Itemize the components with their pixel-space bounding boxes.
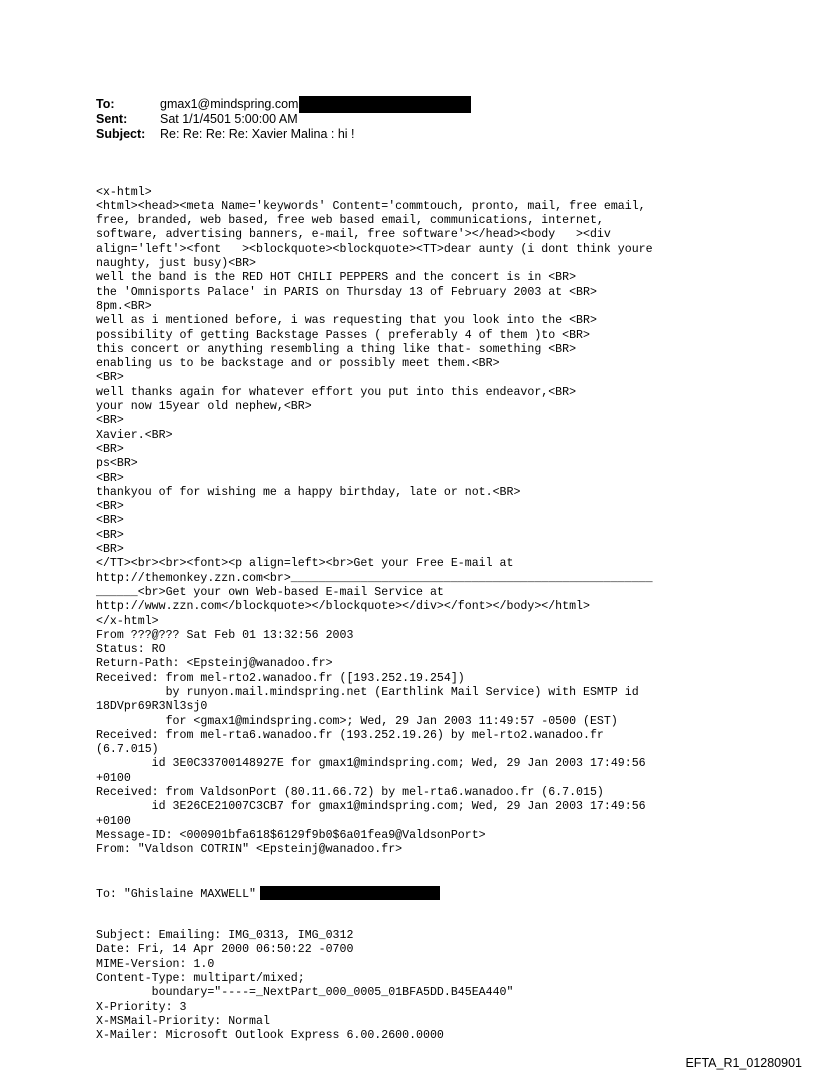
body-line: <BR> — [96, 500, 124, 514]
body-line: id 3E0C33700148927E for gmax1@mindspring.com; Wed, 29 Jan 2003 17:49:56 — [96, 757, 646, 771]
body-line: well thanks again for whatever effort you put into this endeavor,<BR> — [96, 385, 577, 399]
body-line: Content-Type: multipart/mixed; — [96, 971, 305, 985]
body-line: by runyon.mail.mindspring.net (Earthlink Mail Service) with ESMTP id — [96, 685, 639, 699]
body-line: Xavier.<BR> — [96, 428, 173, 442]
body-line: id 3E26CE21007C3CB7 for gmax1@mindspring.com; Wed, 29 Jan 2003 17:49:56 — [96, 800, 646, 814]
body-line: <BR> — [96, 528, 124, 542]
body-line: 18DVpr69R3Nl3sj0 — [96, 700, 208, 714]
body-lines-after — [96, 929, 736, 1043]
sent-label: Sent: — [96, 112, 128, 126]
body-line: ______<br>Get your own Web-based E-mail Service at — [96, 585, 444, 599]
subject-value: Re: Re: Re: Re: Xavier Malina : hi ! — [160, 127, 355, 141]
body-line: </x-html> — [96, 614, 159, 628]
body-line: <x-html> — [96, 185, 152, 199]
body-line: naughty, just busy)<BR> — [96, 257, 257, 271]
body-line: Message-ID: <000901bfa618$6129f9b0$6a01fea9@ValdsonPort> — [96, 828, 486, 842]
body-line: X-MSMail-Priority: Normal — [96, 1014, 270, 1028]
body-line: enabling us to be backstage and or possibly meet them.<BR> — [96, 357, 500, 371]
body-line: Date: Fri, 14 Apr 2000 06:50:22 -0700 — [96, 943, 354, 957]
body-line: http://www.zzn.com</blockquote></blockquote></div></font></body></html> — [96, 600, 590, 614]
body-line: well as i mentioned before, i was requesting that you look into the <BR> — [96, 314, 597, 328]
document-id: EFTA_R1_01280901 — [685, 1056, 802, 1070]
body-line: this concert or anything resembling a thing like that- something <BR> — [96, 342, 577, 356]
body-line: boundary="----=_NextPart_000_0005_01BFA5DD.B45EA440" — [96, 986, 514, 1000]
body-line: your now 15year old nephew,<BR> — [96, 400, 312, 414]
body-line: Status: RO — [96, 643, 166, 657]
body-line: ps<BR> — [96, 457, 138, 471]
body-line: the 'Omnisports Palace' in PARIS on Thursday 13 of February 2003 at <BR> — [96, 285, 597, 299]
body-line: +0100 — [96, 814, 131, 828]
body-line: X-Priority: 3 — [96, 1000, 187, 1014]
body-line-to — [96, 886, 736, 900]
redaction-bar-inline — [260, 886, 440, 900]
body-line: Subject: Emailing: IMG_0313, IMG_0312 — [96, 929, 354, 943]
body-line: <BR> — [96, 442, 124, 456]
body-line: </TT><br><br><font><p align=left><br>Get your Free E-mail at — [96, 557, 514, 571]
body-line: for <gmax1@mindspring.com>; Wed, 29 Jan 2003 11:49:57 -0500 (EST) — [96, 714, 618, 728]
to-line-text: To: "Ghislaine MAXWELL" — [96, 888, 257, 902]
email-body — [96, 157, 736, 1058]
sent-row — [96, 112, 471, 127]
to-label: To: — [96, 97, 115, 111]
body-line: From ???@??? Sat Feb 01 13:32:56 2003 — [96, 628, 354, 642]
body-lines — [96, 186, 736, 858]
email-header — [96, 97, 471, 142]
body-line: (6.7.015) — [96, 743, 159, 757]
body-line: 8pm.<BR> — [96, 299, 152, 313]
body-line: http://themonkey.zzn.com<br>____________________________________________________ — [96, 571, 653, 585]
to-value: gmax1@mindspring.com — [160, 97, 299, 111]
body-line: <BR> — [96, 543, 124, 557]
body-line: Received: from mel-rto2.wanadoo.fr ([193.252.19.254]) — [96, 671, 465, 685]
body-line: <BR> — [96, 414, 124, 428]
body-line: thankyou of for wishing me a happy birthday, late or not.<BR> — [96, 485, 521, 499]
body-line: <BR> — [96, 514, 124, 528]
redaction-bar — [299, 96, 471, 113]
body-line: From: "Valdson COTRIN" <Epsteinj@wanadoo.fr> — [96, 843, 403, 857]
subject-label: Subject: — [96, 127, 146, 141]
body-line: Received: from ValdsonPort (80.11.66.72) by mel-rta6.wanadoo.fr (6.7.015) — [96, 786, 604, 800]
body-line: <BR> — [96, 371, 124, 385]
body-line: <BR> — [96, 471, 124, 485]
body-line: MIME-Version: 1.0 — [96, 957, 215, 971]
body-line: Received: from mel-rta6.wanadoo.fr (193.252.19.26) by mel-rto2.wanadoo.fr — [96, 728, 604, 742]
body-line: Return-Path: <Epsteinj@wanadoo.fr> — [96, 657, 333, 671]
sent-value: Sat 1/1/4501 5:00:00 AM — [160, 112, 298, 126]
body-line: well the band is the RED HOT CHILI PEPPERS and the concert is in <BR> — [96, 271, 577, 285]
body-line: free, branded, web based, free web based email, communications, internet, — [96, 214, 604, 228]
body-line: +0100 — [96, 771, 131, 785]
body-line: possibility of getting Backstage Passes ( preferably 4 of them )to <BR> — [96, 328, 590, 342]
body-line: software, advertising banners, e-mail, free software'></head><body ><div — [96, 228, 611, 242]
body-line: X-Mailer: Microsoft Outlook Express 6.00.2600.0000 — [96, 1029, 444, 1043]
body-line: align='left'><font ><blockquote><blockquote><TT>dear aunty (i dont think youre — [96, 242, 653, 256]
to-row — [96, 97, 471, 112]
subject-row — [96, 127, 471, 142]
body-line: <html><head><meta Name='keywords' Content='commtouch, pronto, mail, free email, — [96, 199, 646, 213]
